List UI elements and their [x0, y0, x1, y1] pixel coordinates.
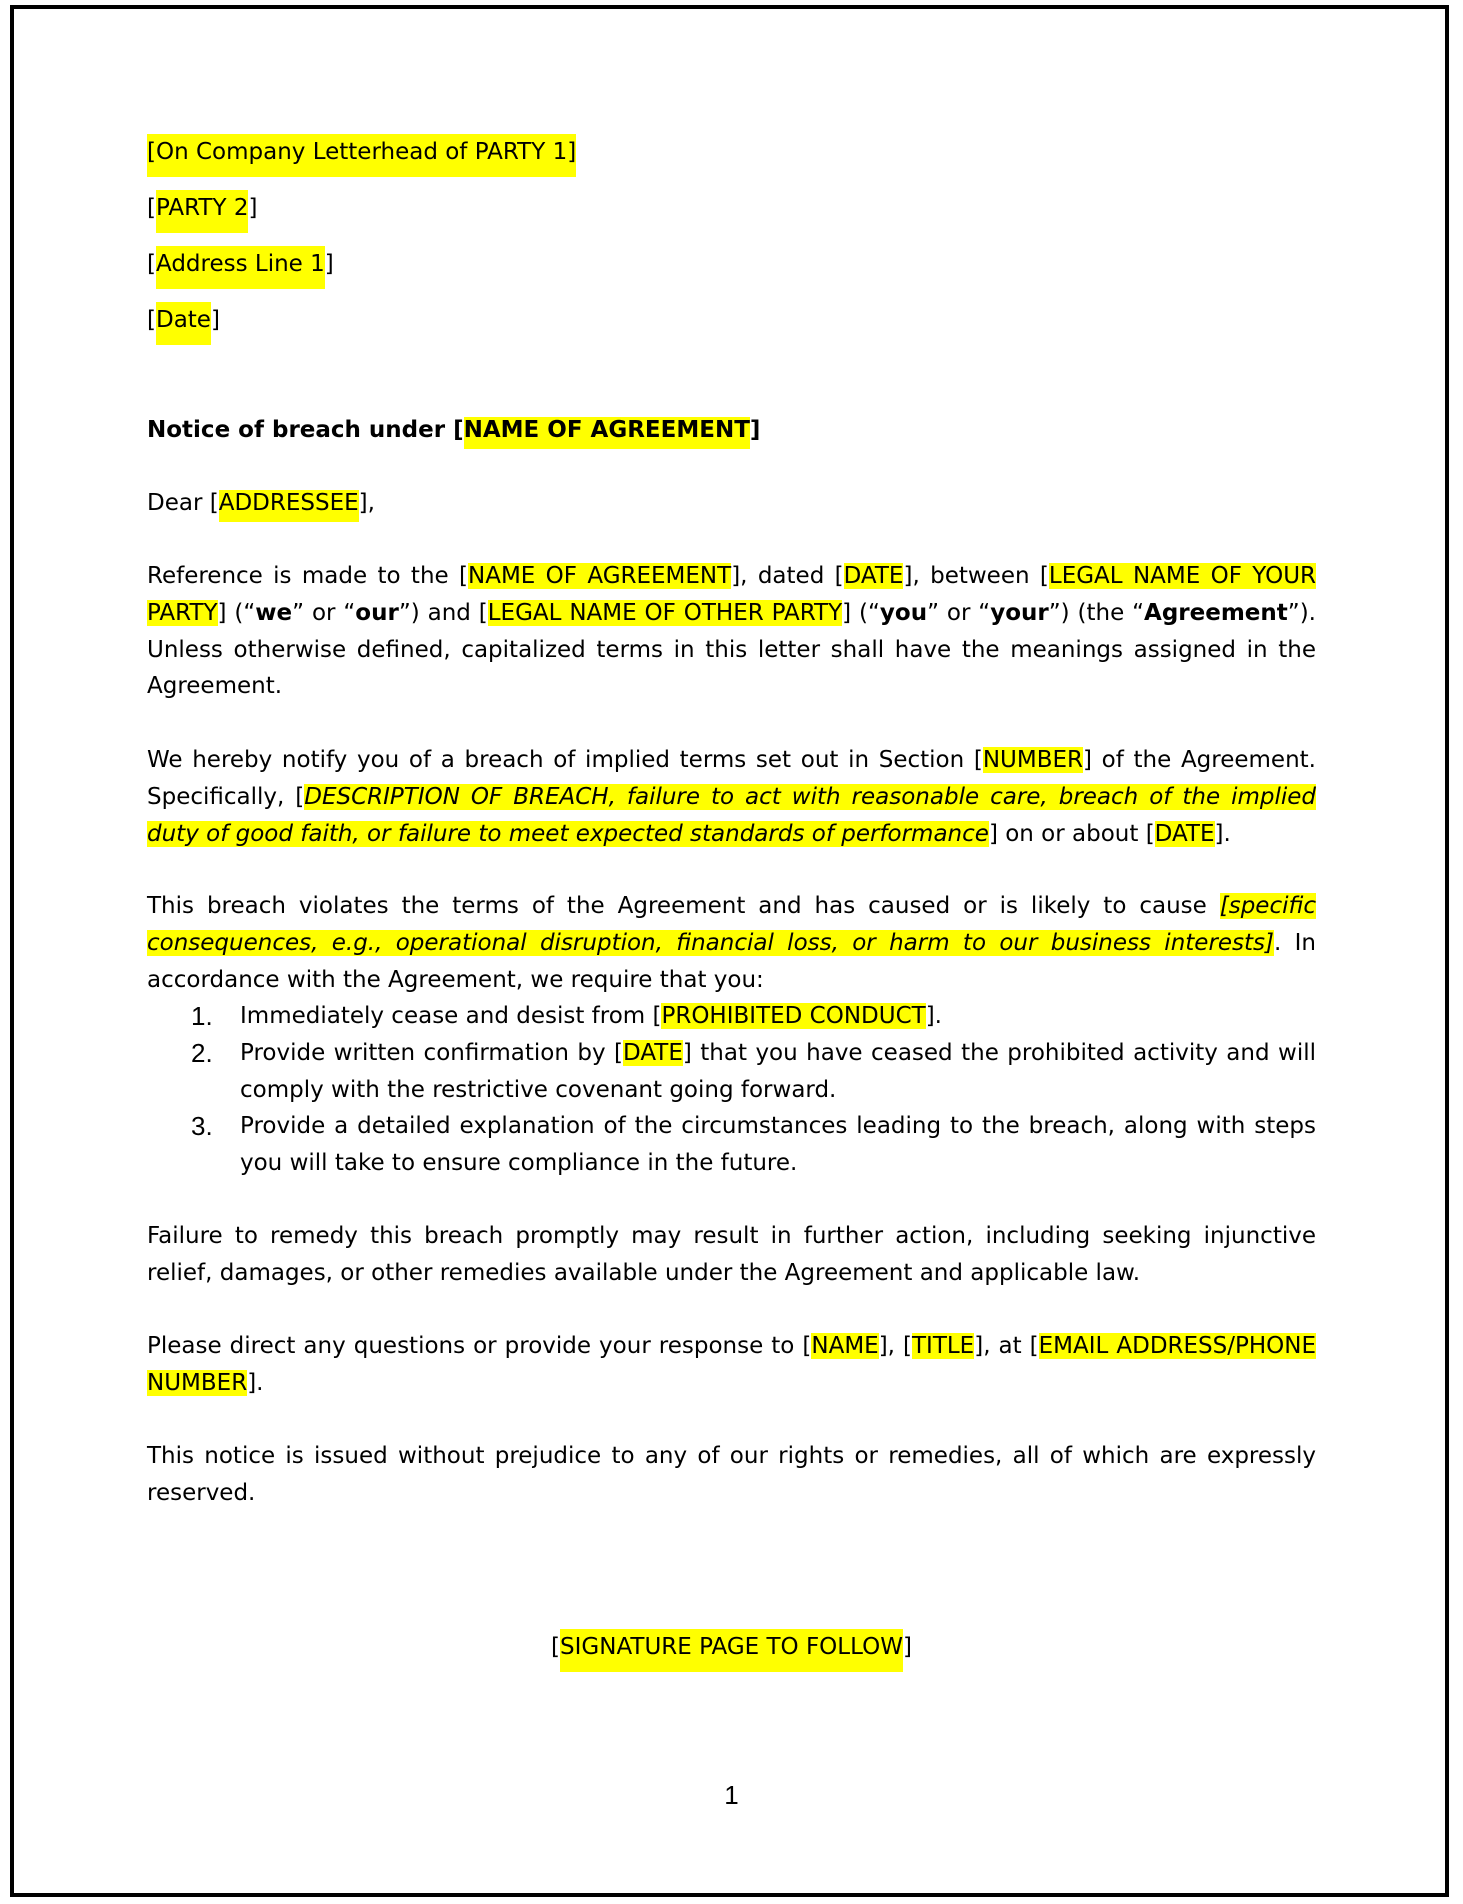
your-party-placeholder: LEGAL NAME OF YOUR PARTY: [147, 563, 1317, 626]
defined-term-your: your: [990, 599, 1049, 626]
prohibited-conduct-placeholder: PROHIBITED CONDUCT: [661, 1003, 926, 1029]
text-run: ].: [925, 1003, 942, 1029]
list-item-text: [240, 1108, 1316, 1182]
reservation-paragraph: This notice is issued without prejudice to any of our rights or remedies, all of which are expressly reserved.: [147, 1443, 1316, 1506]
notice-title: Notice of breach under [NAME OF AGREEMENT]: [147, 412, 760, 448]
salutation-prefix: Dear: [147, 490, 210, 516]
title-placeholder: TITLE: [911, 1333, 975, 1359]
text-run: ].: [1214, 820, 1231, 847]
text-run: ] of the Agreement. Specifically, [: [147, 747, 1316, 810]
text-run: ], [: [878, 1333, 912, 1359]
address-placeholder: Address Line 1: [156, 246, 325, 289]
breach-date-placeholder: DATE: [1154, 820, 1215, 847]
text-run: ] that you have ceased the prohibited activity and will comply with the restrictive covenant going forward.: [240, 1040, 1317, 1103]
signature-note: [SIGNATURE PAGE TO FOLLOW]: [147, 1629, 1316, 1672]
text-run: Please direct any questions or provide your response to [: [147, 1333, 812, 1359]
text-run: ” or “: [927, 599, 991, 626]
text-run: Provide written confirmation by [: [240, 1040, 624, 1066]
name-placeholder: NAME: [811, 1333, 879, 1359]
title-agreement-placeholder: NAME OF AGREEMENT: [464, 417, 750, 449]
section-number-placeholder: NUMBER: [982, 747, 1084, 773]
letterhead-line: [On Company Letterhead of PARTY 1]: [147, 134, 576, 177]
text-run: ], at [: [974, 1333, 1039, 1359]
addressee-placeholder: ADDRESSEE: [219, 490, 359, 522]
party2-line: [PARTY 2]: [147, 190, 257, 233]
defined-term-our: our: [355, 599, 399, 626]
confirmation-date-placeholder: DATE: [623, 1040, 683, 1066]
text-run: ”) and [: [398, 599, 488, 626]
text-run: Reference is made to the: [147, 563, 460, 589]
breach-description-placeholder: DESCRIPTION OF BREACH, failure to act with reasonable care, breach of the implied duty of good faith, or failure to meet expected standards of performance: [147, 783, 1316, 847]
consequences-paragraph: [147, 888, 1316, 998]
date-line: [Date]: [147, 302, 220, 345]
agreement-placeholder: NAME OF AGREEMENT: [468, 563, 732, 589]
text-run: Provide a detailed explanation of the circumstances leading to the breach, along with steps you will take to ensure compliance in the future.: [240, 1113, 1316, 1176]
contact-paragraph: [147, 1328, 1316, 1402]
contact-placeholder: EMAIL ADDRESS/PHONE NUMBER: [147, 1333, 1316, 1396]
date-placeholder: DATE: [843, 563, 904, 589]
text-run: ], dated [: [731, 563, 844, 589]
title-prefix: Notice of breach under: [147, 417, 454, 443]
text-run: ” or “: [292, 599, 356, 626]
letterhead-placeholder: On Company Letterhead of PARTY 1: [155, 139, 568, 165]
address-line: [Address Line 1]: [147, 246, 334, 289]
defined-term-agreement: Agreement: [1144, 599, 1288, 626]
breach-paragraph: [147, 742, 1316, 852]
list-number: 1.: [191, 1001, 213, 1031]
text-run: This breach violates the terms of the Agreement and has caused or is likely to cause: [147, 893, 1220, 919]
remedy-paragraph: Failure to remedy this breach promptly may result in further action, including seeking injunctive relief, damages, or other remedies available under the Agreement and applicable law.: [147, 1223, 1316, 1286]
list-item-text: [240, 998, 1316, 1035]
other-party-placeholder: LEGAL NAME OF OTHER PARTY: [487, 599, 843, 626]
defined-term-we: we: [255, 599, 293, 626]
text-run: Immediately cease and desist from [: [240, 1003, 662, 1029]
reference-paragraph: Reference is made to the [NAME OF AGREEMENT], dated [DATE], between [LEGAL NAME OF YOUR PARTY] (“we” or “our”) and [LEGAL NAME OF OTHER PARTY] (“you” or “your”) (the “Agreement”). Unless otherwise defined, capitalized terms in this letter shall have the meanings assigned in the Agreement.: [147, 563, 1317, 700]
text-run: . In accordance with the Agreement, we require that you:: [147, 929, 1317, 993]
text-run: ].: [247, 1369, 264, 1396]
salutation: Dear [ADDRESSEE],: [147, 485, 375, 521]
text-run: ] on or about [: [988, 820, 1155, 847]
text-run: ], between [: [903, 563, 1049, 589]
text-run: ] (“: [842, 599, 880, 626]
list-number: 3.: [191, 1111, 213, 1141]
list-number: 2.: [191, 1038, 213, 1068]
salutation-suffix: ],: [358, 490, 375, 516]
list-item-text: [240, 1035, 1316, 1109]
page-number: 1: [724, 1780, 739, 1810]
text-run: We hereby notify you of a breach of implied terms set out in Section [: [147, 747, 983, 773]
signature-note-placeholder: SIGNATURE PAGE TO FOLLOW: [560, 1629, 903, 1672]
date-placeholder: Date: [156, 302, 211, 345]
text-run: ] (“: [217, 599, 256, 626]
consequences-placeholder: [specific consequences, e.g., operational disruption, financial loss, or harm to our business interests]: [147, 893, 1316, 956]
text-run: ”) (the “: [1048, 599, 1145, 626]
defined-term-you: you: [879, 599, 928, 626]
text-run: ”). Unless otherwise defined, capitalized terms in this letter shall have the meanings assigned in the Agreement.: [147, 599, 1316, 700]
party2-placeholder: PARTY 2: [156, 190, 248, 233]
